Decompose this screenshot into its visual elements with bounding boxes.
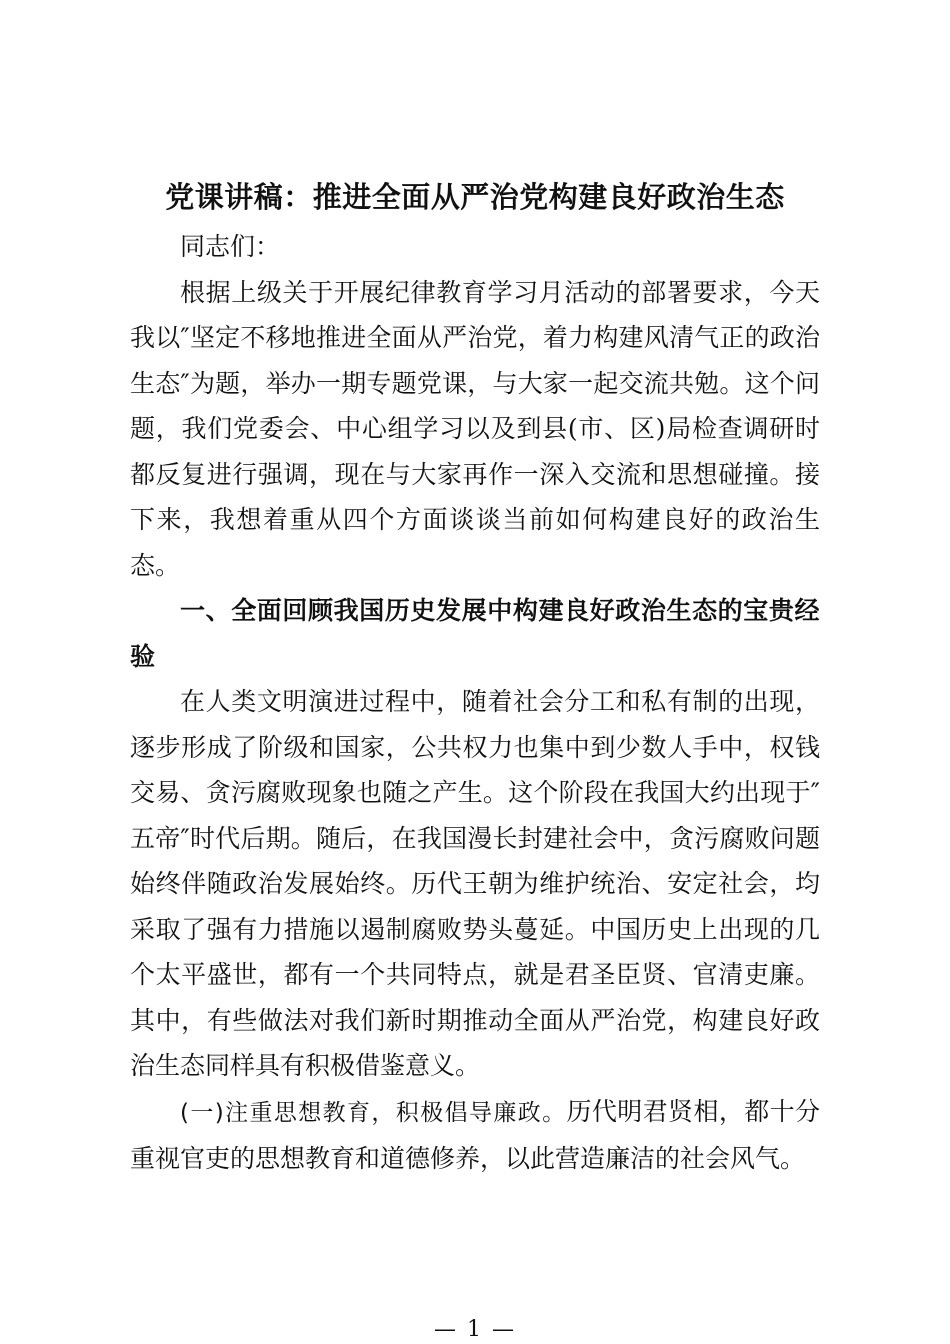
subsection-1-paragraph bbox=[130, 1089, 820, 1182]
document-title: 党课讲稿：推进全面从严治党构建良好政治生态 bbox=[165, 180, 785, 214]
subsection-1-text: 历代明君贤相，都十分重视官吏的思想教育和道德修养，以此营造廉洁的社会风气。 bbox=[130, 1096, 820, 1173]
section-1-heading: 一、全面回顾我国历史发展中构建良好政治生态的宝贵经验 bbox=[130, 596, 820, 671]
salutation: 同志们： bbox=[180, 232, 281, 261]
page-number: — 1 — bbox=[434, 1317, 516, 1342]
section-1-paragraph: 在人类文明演进过程中，随着社会分工和私有制的出现，逐步形成了阶级和国家，公共权力也集中到少数人手中，权钱交易、贪污腐败现象也随之产生。这个阶段在我国大约出现于″五帝″时代后期。随后，在我国漫长封建社会中，贪污腐败问题始终伴随政治发展始终。历代王朝为维护统治、安定社会，均采取了强有力措施以遏制腐败势头蔓延。中国历史上出现的几个太平盛世，都有一个共同特点，就是君圣臣贤、官清吏廉。其中，有些做法对我们新时期推动全面从严治党，构建良好政治生态同样具有积极借鉴意义。 bbox=[130, 687, 820, 1080]
document-body bbox=[130, 224, 820, 1182]
intro-paragraph: 根据上级关于开展纪律教育学习月活动的部署要求，今天我以″坚定不移地推进全面从严治党，着力构建风清气正的政治生态″为题，举办一期专题党课，与大家一起交流共勉。这个问题，我们党委会、中心组学习以及到县(市、区)局检查调研时都反复进行强调，现在与大家再作一深入交流和思想碰撞。接下来，我想着重从四个方面谈谈当前如何构建良好的政治生态。 bbox=[130, 277, 820, 580]
subsection-1-marker: (一)注重思想教育，积极倡导廉政。 bbox=[180, 1099, 567, 1126]
